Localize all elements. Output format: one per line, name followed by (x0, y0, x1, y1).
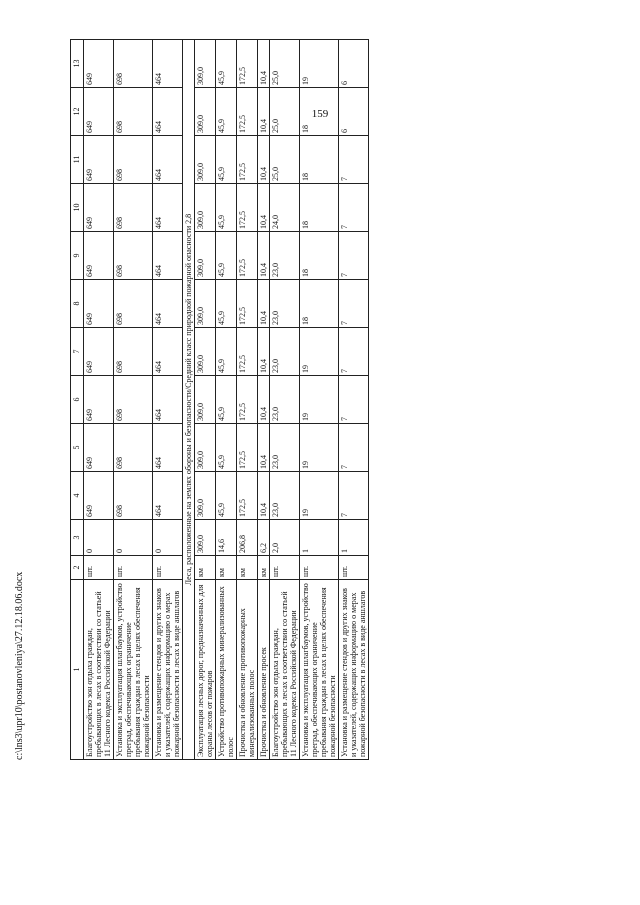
value-cell: 309,0 (195, 88, 216, 136)
column-number: 4 (71, 472, 84, 520)
section-heading: Леса, расположенные на землях обороны и безопасности/Средний класс природной пожарной опасности 2,8 (183, 40, 195, 760)
unit: км (195, 556, 216, 580)
measure-name: Установка и эксплуатация шлагбаумов, устройство преград, обеспечивающих ограничение пребывания граждан в лесах в целях обеспечения пожарной безопасности (300, 580, 339, 760)
table-row (300, 40, 339, 760)
fire-safety-measures-table (70, 39, 369, 760)
value-cell: 10,4 (258, 328, 270, 376)
value-cell: 19 (300, 328, 339, 376)
measure-name: Прочистка и обновление противопожарных минерализованных полос (237, 580, 258, 760)
unit: шт. (300, 556, 339, 580)
table-row (270, 40, 300, 760)
value-cell: 7 (339, 136, 369, 184)
value-cell: 25,0 (270, 40, 300, 88)
value-cell: 45,9 (216, 88, 237, 136)
column-number: 13 (71, 40, 84, 88)
value-cell: 45,9 (216, 232, 237, 280)
column-number: 8 (71, 280, 84, 328)
value-cell: 464 (153, 280, 183, 328)
value-cell: 698 (114, 136, 153, 184)
value-cell: 649 (84, 472, 114, 520)
value-cell: 1 (300, 520, 339, 556)
column-number: 11 (71, 136, 84, 184)
value-cell: 464 (153, 88, 183, 136)
value-cell: 19 (300, 472, 339, 520)
value-cell: 649 (84, 376, 114, 424)
unit: шт. (339, 556, 369, 580)
value-cell: 309,0 (195, 280, 216, 328)
value-cell: 23,0 (270, 376, 300, 424)
value-cell: 698 (114, 184, 153, 232)
measure-name: Установка и размещение стендов и других знаков и указателей, содержащих информацию о мерах пожарной безопасности в лесах в виде аншлагов (339, 580, 369, 760)
value-cell: 19 (300, 424, 339, 472)
value-cell: 10,4 (258, 232, 270, 280)
value-cell: 0 (153, 520, 183, 556)
value-cell: 649 (84, 280, 114, 328)
table-row (153, 40, 183, 760)
unit: шт. (84, 556, 114, 580)
table-row (84, 40, 114, 760)
table-row (114, 40, 153, 760)
section-heading-row (183, 40, 195, 760)
value-cell: 1 (339, 520, 369, 556)
value-cell: 10,4 (258, 184, 270, 232)
value-cell: 6 (339, 88, 369, 136)
rotated-table-container (70, 40, 640, 760)
value-cell: 6 (339, 40, 369, 88)
unit: шт. (114, 556, 153, 580)
value-cell: 649 (84, 40, 114, 88)
value-cell: 698 (114, 328, 153, 376)
value-cell: 10,4 (258, 280, 270, 328)
value-cell: 172,5 (237, 424, 258, 472)
value-cell: 172,5 (237, 40, 258, 88)
value-cell: 7 (339, 184, 369, 232)
value-cell: 19 (300, 376, 339, 424)
value-cell: 23,0 (270, 472, 300, 520)
column-number: 5 (71, 424, 84, 472)
value-cell: 25,0 (270, 136, 300, 184)
value-cell: 45,9 (216, 184, 237, 232)
value-cell: 23,0 (270, 424, 300, 472)
value-cell: 464 (153, 184, 183, 232)
value-cell: 18 (300, 88, 339, 136)
document-file-path: c:\lns3\upr10\postanovleniya\27.12.18.06.docx (14, 571, 25, 760)
value-cell: 25,0 (270, 88, 300, 136)
value-cell: 464 (153, 376, 183, 424)
value-cell: 309,0 (195, 328, 216, 376)
value-cell: 172,5 (237, 280, 258, 328)
column-number-row (71, 40, 84, 760)
value-cell: 309,0 (195, 184, 216, 232)
value-cell: 649 (84, 88, 114, 136)
value-cell: 45,9 (216, 40, 237, 88)
value-cell: 309,0 (195, 376, 216, 424)
value-cell: 10,4 (258, 472, 270, 520)
value-cell: 18 (300, 232, 339, 280)
table-row (195, 40, 216, 760)
value-cell: 172,5 (237, 328, 258, 376)
value-cell: 7 (339, 232, 369, 280)
value-cell: 23,0 (270, 328, 300, 376)
value-cell: 649 (84, 328, 114, 376)
value-cell: 698 (114, 424, 153, 472)
value-cell: 45,9 (216, 280, 237, 328)
column-number: 2 (71, 556, 84, 580)
table-row (216, 40, 237, 760)
value-cell: 698 (114, 232, 153, 280)
value-cell: 45,9 (216, 424, 237, 472)
table-row (339, 40, 369, 760)
measure-name: Установка и эксплуатация шлагбаумов, устройство преград, обеспечивающих ограничение пребывания граждан в лесах в целях обеспечения пожарной безопасности (114, 580, 153, 760)
measure-name: Прочистка и обновление просек (258, 580, 270, 760)
measure-name: Установка и размещение стендов и других знаков и указателей, содержащих информацию о мерах пожарной безопасности в лесах в виде аншлагов (153, 580, 183, 760)
value-cell: 18 (300, 136, 339, 184)
table-row (258, 40, 270, 760)
value-cell: 206,8 (237, 520, 258, 556)
value-cell: 172,5 (237, 232, 258, 280)
value-cell: 172,5 (237, 184, 258, 232)
value-cell: 45,9 (216, 328, 237, 376)
table-body (71, 40, 369, 760)
value-cell: 698 (114, 472, 153, 520)
value-cell: 649 (84, 424, 114, 472)
value-cell: 6,2 (258, 520, 270, 556)
value-cell: 10,4 (258, 40, 270, 88)
value-cell: 464 (153, 328, 183, 376)
value-cell: 649 (84, 136, 114, 184)
column-number: 7 (71, 328, 84, 376)
value-cell: 649 (84, 232, 114, 280)
value-cell: 172,5 (237, 136, 258, 184)
value-cell: 464 (153, 232, 183, 280)
value-cell: 45,9 (216, 376, 237, 424)
value-cell: 698 (114, 40, 153, 88)
value-cell: 10,4 (258, 88, 270, 136)
value-cell: 7 (339, 376, 369, 424)
unit: км (258, 556, 270, 580)
measure-name: Эксплуатация лесных дорог, предназначенных для охраны лесов от пожаров (195, 580, 216, 760)
column-number: 12 (71, 88, 84, 136)
table-row (237, 40, 258, 760)
value-cell: 10,4 (258, 424, 270, 472)
unit: шт. (270, 556, 300, 580)
value-cell: 0 (84, 520, 114, 556)
value-cell: 19 (300, 40, 339, 88)
value-cell: 23,0 (270, 280, 300, 328)
column-number: 3 (71, 520, 84, 556)
value-cell: 10,4 (258, 376, 270, 424)
unit: км (216, 556, 237, 580)
value-cell: 172,5 (237, 88, 258, 136)
value-cell: 309,0 (195, 472, 216, 520)
value-cell: 309,0 (195, 424, 216, 472)
value-cell: 7 (339, 280, 369, 328)
column-number: 9 (71, 232, 84, 280)
value-cell: 464 (153, 424, 183, 472)
column-number: 6 (71, 376, 84, 424)
measure-name: Благоустройство зон отдыха граждан, пребывающих в лесах в соответствии со статьей 11 Лесного кодекса Российской Федерации (84, 580, 114, 760)
value-cell: 14,6 (216, 520, 237, 556)
value-cell: 172,5 (237, 376, 258, 424)
unit: км (237, 556, 258, 580)
column-number: 1 (71, 580, 84, 760)
unit: шт. (153, 556, 183, 580)
value-cell: 18 (300, 184, 339, 232)
value-cell: 7 (339, 424, 369, 472)
value-cell: 7 (339, 328, 369, 376)
value-cell: 2,0 (270, 520, 300, 556)
value-cell: 0 (114, 520, 153, 556)
value-cell: 24,0 (270, 184, 300, 232)
page-number: 159 (311, 108, 329, 120)
value-cell: 698 (114, 376, 153, 424)
value-cell: 309,0 (195, 40, 216, 88)
value-cell: 464 (153, 472, 183, 520)
column-number: 10 (71, 184, 84, 232)
value-cell: 309,0 (195, 136, 216, 184)
value-cell: 309,0 (195, 232, 216, 280)
value-cell: 698 (114, 88, 153, 136)
value-cell: 649 (84, 184, 114, 232)
measure-name: Благоустройство зон отдыха граждан, пребывающих в лесах в соответствии со статьей 11 Лесного кодекса Российской Федерации (270, 580, 300, 760)
value-cell: 45,9 (216, 472, 237, 520)
value-cell: 464 (153, 40, 183, 88)
value-cell: 464 (153, 136, 183, 184)
value-cell: 18 (300, 280, 339, 328)
value-cell: 309,0 (195, 520, 216, 556)
value-cell: 172,5 (237, 472, 258, 520)
value-cell: 10,4 (258, 136, 270, 184)
value-cell: 698 (114, 280, 153, 328)
value-cell: 45,9 (216, 136, 237, 184)
value-cell: 7 (339, 472, 369, 520)
measure-name: Устройство противопожарных минерализованных полос (216, 580, 237, 760)
value-cell: 23,0 (270, 232, 300, 280)
